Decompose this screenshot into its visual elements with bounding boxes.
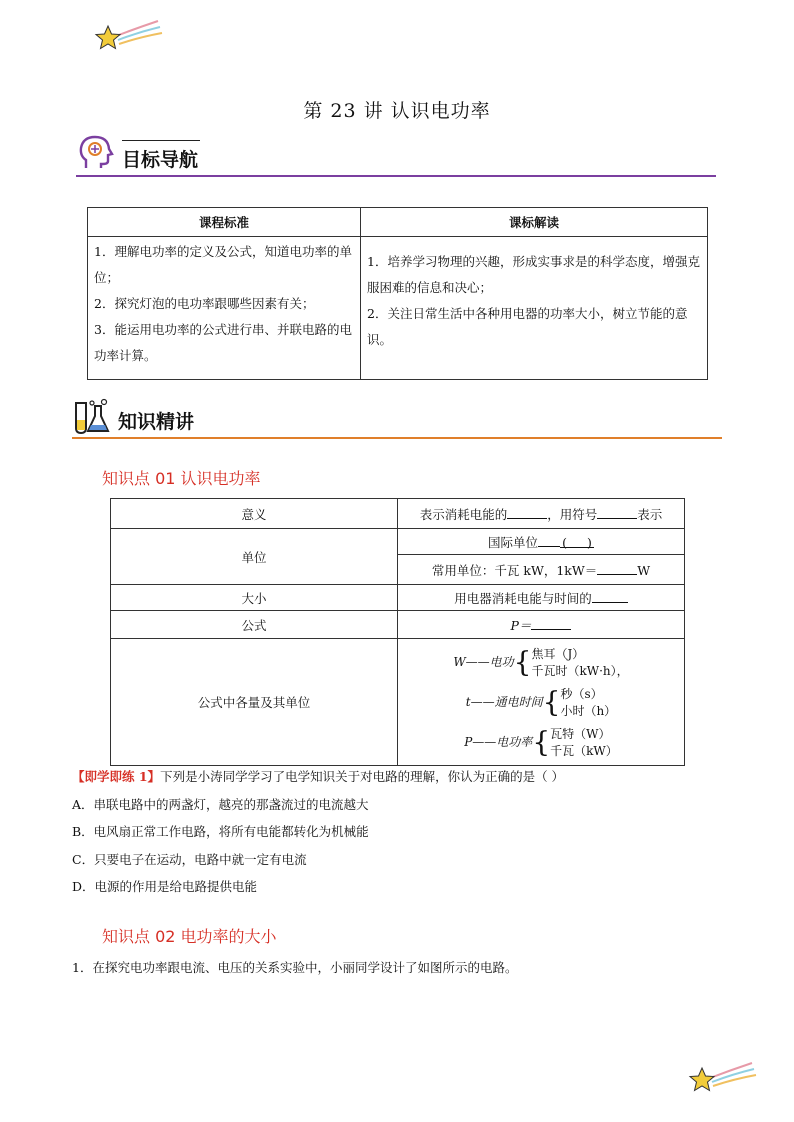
heading-overline	[122, 140, 200, 141]
paren: (	[562, 534, 567, 550]
meaning-text: 表示	[637, 506, 663, 522]
curriculum-table	[87, 207, 708, 380]
question-text: 下列是小涛同学学习了电学知识关于对电路的理解，你认为正确的是（ ）	[160, 769, 565, 784]
quantity-label: t——通电时间	[465, 695, 543, 709]
table-cell	[361, 237, 708, 380]
fill-blank	[560, 535, 594, 548]
quantity-label: W——电功	[453, 655, 514, 669]
row-label: 大小	[111, 585, 398, 611]
fill-blank	[507, 506, 547, 519]
unit-option: 小时（h）	[560, 703, 617, 718]
list-item: 3．能运用电功率的公式进行串、并联电路的电功率计算。	[94, 322, 352, 363]
fill-blank	[538, 534, 560, 547]
unit-text: 国际单位	[487, 534, 538, 550]
size-text: 用电器消耗电能与时间的	[454, 590, 592, 606]
power-concept-table	[110, 498, 685, 766]
table-cell	[398, 585, 685, 611]
table-cell	[398, 499, 685, 529]
unit-option: 焦耳（J）	[531, 646, 585, 661]
fill-blank	[592, 590, 628, 603]
section-divider	[76, 175, 716, 177]
answer-option: C．只要电子在运动，电路中就一定有电流	[72, 852, 307, 867]
row-label: 意义	[111, 499, 398, 529]
row-label: 单位	[111, 529, 398, 585]
fill-blank	[597, 506, 637, 519]
quantity-t	[398, 682, 684, 722]
section-divider	[72, 437, 722, 439]
exercise-item: 1．在探究电功率跟电流、电压的关系实验中，小丽同学设计了如图所示的电路。	[72, 960, 518, 975]
unit-option: 瓦特（W）	[550, 726, 611, 741]
lab-flask-icon	[72, 398, 112, 436]
fill-blank	[597, 562, 637, 575]
unit-option: 千瓦时（kW·h），	[531, 663, 629, 678]
quantity-w	[398, 642, 684, 682]
list-item: 1．培养学习物理的兴趣，形成实事求是的科学态度，增强克服困难的信息和决心；	[367, 254, 700, 295]
table-cell	[398, 611, 685, 639]
quantity-p	[398, 722, 684, 762]
list-item: 2．关注日常生活中各种用电器的功率大小，树立节能的意识。	[367, 306, 688, 347]
table-cell	[398, 529, 685, 555]
page-title: 第 23 讲 认识电功率	[303, 100, 491, 122]
row-label: 公式	[111, 611, 398, 639]
quantity-label: P——电功率	[464, 735, 533, 749]
row-label: 公式中各量及其单位	[111, 639, 398, 766]
table-cell	[398, 639, 685, 766]
table-cell	[88, 237, 361, 380]
brace: {	[513, 645, 532, 679]
list-item: 2．探究灯泡的电功率跟哪些因素有关；	[94, 296, 315, 311]
formula-text: P＝	[510, 617, 532, 633]
answer-option: A．串联电路中的两盏灯，越亮的那盏流过的电流越大	[72, 797, 369, 812]
star-decoration-icon	[92, 18, 164, 58]
star-decoration-icon	[686, 1060, 758, 1100]
unit-text: 常用单位：千瓦 kW，1kW＝	[431, 562, 598, 578]
table-header: 课标解读	[361, 208, 708, 237]
meaning-text: ，用符号	[547, 506, 598, 522]
brain-head-icon	[78, 134, 114, 172]
table-cell	[398, 555, 685, 585]
section-heading-knowledge: 知识精讲	[118, 411, 195, 433]
answer-option: B．电风扇正常工作电路，将所有电能都转化为机械能	[72, 824, 369, 839]
brace: {	[532, 725, 551, 759]
knowledge-point-heading: 知识点 01 认识电功率	[102, 469, 261, 488]
practice-tag: 【即学即练 1】	[72, 769, 161, 784]
unit-option: 秒（s）	[560, 686, 603, 701]
meaning-text: 表示消耗电能的	[419, 506, 508, 522]
unit-text: W	[637, 562, 651, 578]
knowledge-point-heading: 知识点 02 电功率的大小	[102, 927, 277, 946]
fill-blank	[531, 617, 571, 630]
table-header: 课程标准	[88, 208, 361, 237]
answer-option: D．电源的作用是给电路提供电能	[72, 879, 258, 894]
section-heading-goal-nav: 目标导航	[122, 149, 199, 171]
paren: )	[587, 534, 592, 550]
unit-option: 千瓦（kW）	[550, 743, 618, 758]
brace: {	[542, 685, 561, 719]
list-item: 1．理解电功率的定义及公式，知道电功率的单位；	[94, 244, 352, 285]
practice-question	[72, 767, 564, 785]
